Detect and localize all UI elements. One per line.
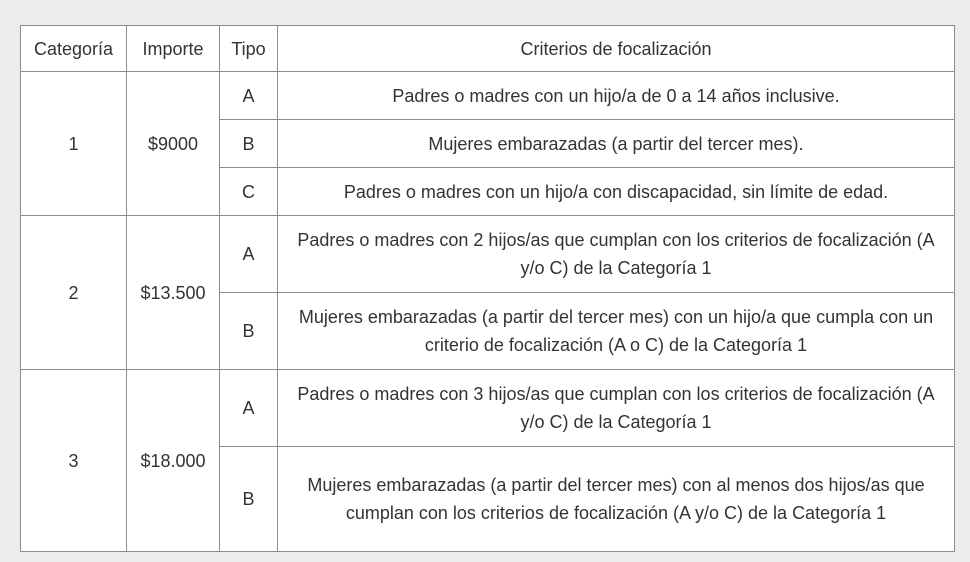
- tipo-cell: B: [220, 447, 278, 552]
- criterio-cell: Padres o madres con 3 hijos/as que cumplan con los criterios de focalización (A y/o C) de la Categoría 1: [278, 370, 955, 447]
- header-tipo: Tipo: [220, 26, 278, 72]
- focalization-table: [20, 25, 955, 552]
- importe-cell: $18.000: [127, 370, 220, 552]
- importe-cell: $13.500: [127, 216, 220, 370]
- criterio-cell: Mujeres embarazadas (a partir del tercer mes) con al menos dos hijos/as que cumplan con los criterios de focalización (A y/o C) de la Categoría 1: [278, 447, 955, 552]
- header-importe: Importe: [127, 26, 220, 72]
- table-row: [21, 216, 955, 293]
- table-row: [21, 370, 955, 447]
- categoria-cell: 3: [21, 370, 127, 552]
- criterio-cell: Padres o madres con 2 hijos/as que cumplan con los criterios de focalización (A y/o C) de la Categoría 1: [278, 216, 955, 293]
- categoria-cell: 2: [21, 216, 127, 370]
- tipo-cell: C: [220, 168, 278, 216]
- header-criterios: Criterios de focalización: [278, 26, 955, 72]
- tipo-cell: B: [220, 120, 278, 168]
- criterio-cell: Padres o madres con un hijo/a de 0 a 14 años inclusive.: [278, 72, 955, 120]
- table-header-row: [21, 26, 955, 72]
- criterio-cell: Mujeres embarazadas (a partir del tercer mes) con un hijo/a que cumpla con un criterio de focalización (A o C) de la Categoría 1: [278, 293, 955, 370]
- header-categoria: Categoría: [21, 26, 127, 72]
- criterio-cell: Mujeres embarazadas (a partir del tercer mes).: [278, 120, 955, 168]
- tipo-cell: B: [220, 293, 278, 370]
- importe-cell: $9000: [127, 72, 220, 216]
- tipo-cell: A: [220, 216, 278, 293]
- table-container: [20, 25, 954, 552]
- criterio-cell: Padres o madres con un hijo/a con discapacidad, sin límite de edad.: [278, 168, 955, 216]
- table-row: [21, 72, 955, 120]
- tipo-cell: A: [220, 72, 278, 120]
- tipo-cell: A: [220, 370, 278, 447]
- categoria-cell: 1: [21, 72, 127, 216]
